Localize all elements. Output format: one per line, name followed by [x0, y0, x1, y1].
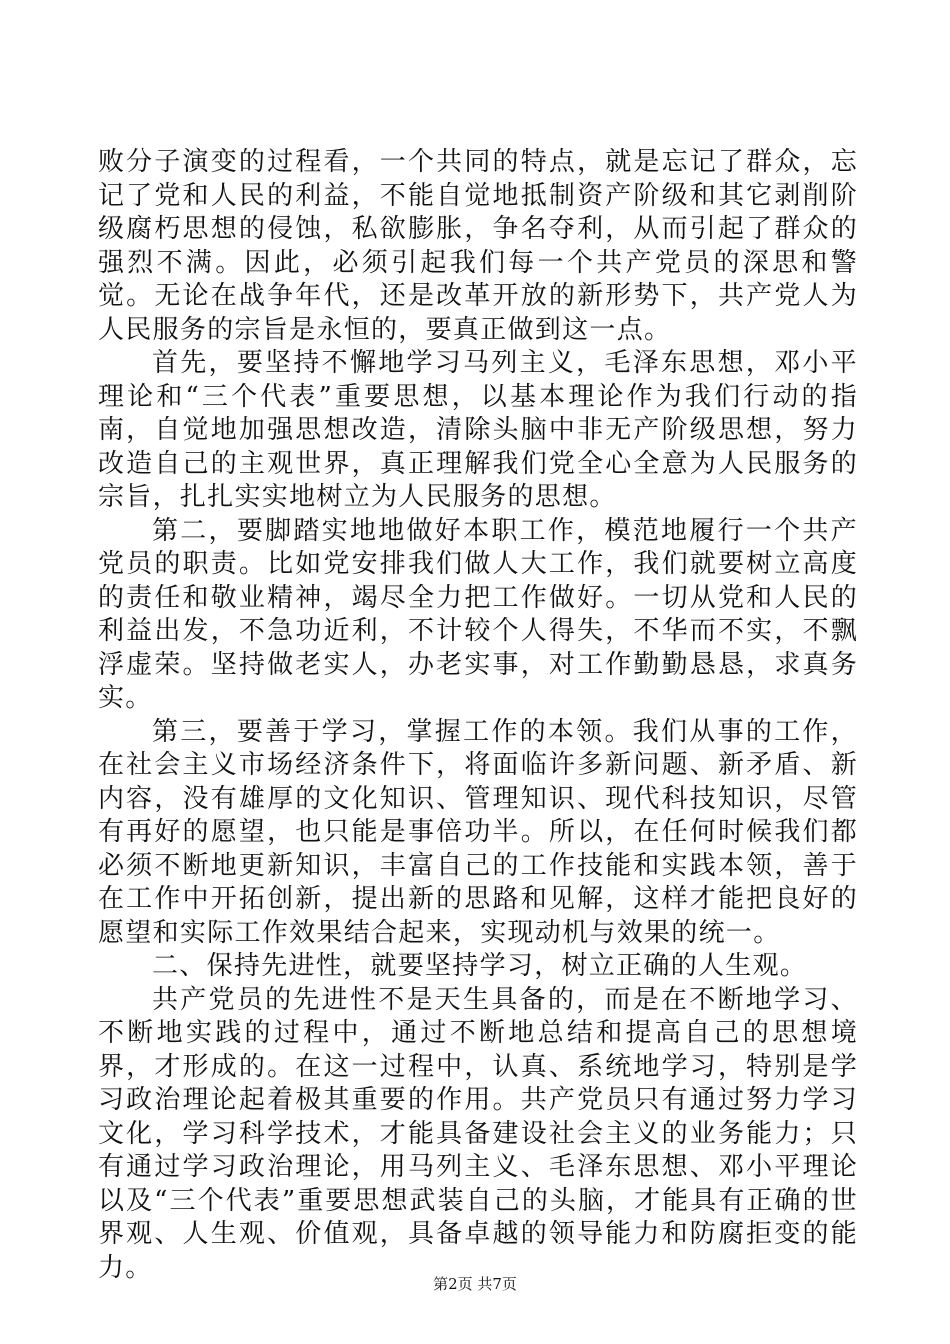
section-heading-two: 二、保持先进性，就要坚持学习，树立正确的人生观。	[152, 951, 808, 981]
paragraph-continued: 败分子演变的过程看，一个共同的特点，就是忘记了群众，忘记了党和人民的利益，不能自觉地抵制资产阶级和其它剥削阶级腐朽思想的侵蚀，私欲膨胀，争名夺利，从而引起了群众的强烈不满。因此，必须引起我们每一个共产党员的深思和警觉。无论在战争年代，还是改革开放的新形势下，共产党人为人民服务的宗旨是永恒的，要真正做到这一点。	[98, 147, 858, 345]
page-number-footer: 第2页 共7页	[433, 1275, 517, 1293]
paragraph-second-point: 第二，要脚踏实地地做好本职工作，模范地履行一个共产党员的职责。比如党安排我们做人大工作，我们就要树立高度的责任和敬业精神，竭尽全力把工作做好。一切从党和人民的利益出发，不急功近利，不计较个人得失，不华而不实，不飘浮虚荣。坚持做老实人，办老实事，对工作勤勤恳恳，求真务实。	[98, 515, 858, 713]
document-body	[98, 146, 858, 1285]
paragraph-first-point: 首先，要坚持不懈地学习马列主义，毛泽东思想，邓小平理论和“三个代表”重要思想，以基本理论作为我们行动的指南，自觉地加强思想改造，清除头脑中非无产阶级思想，努力改造自己的主观世界，真正理解我们党全心全意为人民服务的宗旨，扎扎实实地树立为人民服务的思想。	[98, 348, 858, 512]
paragraph-third-point: 第三，要善于学习，掌握工作的本领。我们从事的工作，在社会主义市场经济条件下，将面临许多新问题、新矛盾、新内容，没有雄厚的文化知识、管理知识、现代科技知识，尽管有再好的愿望，也只能是事倍功半。所以，在任何时候我们都必须不断地更新知识，丰富自己的工作技能和实践本领，善于在工作中开拓创新，提出新的思路和见解，这样才能把良好的愿望和实际工作效果结合起来，实现动机与效果的统一。	[98, 716, 858, 948]
paragraph-learning: 共产党员的先进性不是天生具备的，而是在不断地学习、不断地实践的过程中，通过不断地总结和提高自己的思想境界，才形成的。在这一过程中，认真、系统地学习，特别是学习政治理论起着极其重要的作用。共产党员只有通过努力学习文化，学习科学技术，才能具备建设社会主义的业务能力；只有通过学习政治理论，用马列主义、毛泽东思想、邓小平理论以及“三个代表”重要思想武装自己的头脑，才能具有正确的世界观、人生观、价值观，具备卓越的领导能力和防腐拒变的能力。	[98, 984, 858, 1283]
